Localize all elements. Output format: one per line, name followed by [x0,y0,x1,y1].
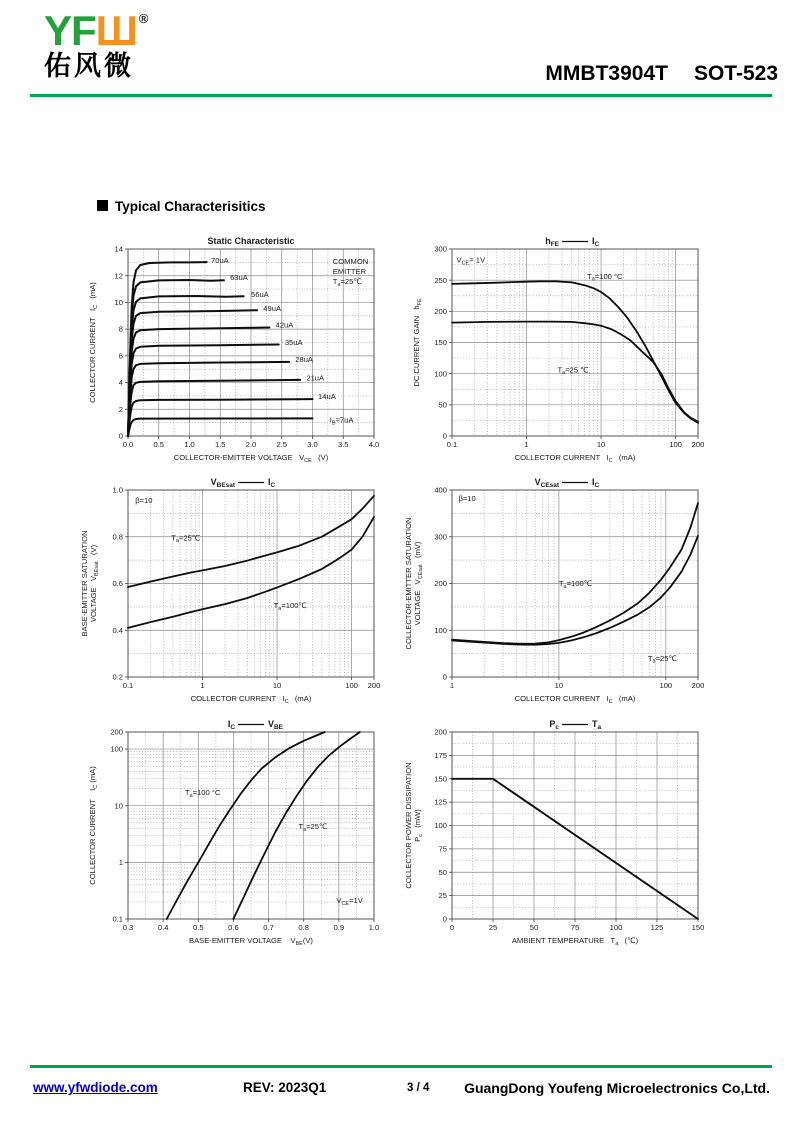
svg-text:300: 300 [434,532,447,542]
svg-text:28uA: 28uA [295,355,314,365]
svg-text:2.5: 2.5 [276,440,288,449]
svg-text:Ta=25℃: $T_a=25℃$ [332,277,362,289]
svg-text:0.6: 0.6 [228,923,239,932]
svg-text:BASE-EMITTER VOLTAGE VBE(V): BASE-EMITTER VOLTAGE $V_{BE}(V)$ [189,936,313,947]
svg-text:COLLECTOR CURRENT IC (mA): COLLECTOR CURRENT $I_C$ (mA) [190,694,312,705]
svg-text:0.9: 0.9 [333,923,345,932]
svg-text:2.0: 2.0 [245,440,257,449]
svg-text:0: 0 [442,672,447,682]
svg-text:β=10: β=10 [135,496,153,506]
svg-text:Pc: $P_c$ [549,719,559,731]
svg-text:100: 100 [659,681,673,690]
svg-text:VCE= 1V: $V_{CE}= 1V$ [456,255,486,267]
svg-text:COLLECTOR CURRENT IC (mA): COLLECTOR CURRENT $I_C$ (mA) [514,453,636,464]
svg-text:β=10: β=10 [458,493,476,503]
svg-text:Ta=25 ℃: $T_a=25$ ℃ [557,365,589,377]
svg-text:6: 6 [118,351,123,361]
svg-text:COLLECTOR CURRENT IC (mA): COLLECTOR CURRENT $I_C$ (mA) [88,282,99,403]
chart-static-characteristic-svg [80,236,410,480]
svg-text:49uA: 49uA [263,303,282,313]
svg-text:IC: $I_C$ [227,719,235,731]
svg-text:VOLTAGE VCEsat (mV): VOLTAGE $V_{CEsat}$ (mV) [413,541,424,626]
svg-text:8: 8 [118,324,123,334]
svg-text:AMBIENT TEMPERATURE Ta (℃): AMBIENT TEMPERATURE $T_a$ (℃) [511,936,639,947]
svg-text:10: 10 [272,681,282,690]
svg-text:COLLECTOR-EMITTER SATURATION: COLLECTOR-EMITTER SATURATION [404,517,413,650]
svg-text:200: 200 [434,306,447,316]
chart-vbesat-vs-ic [80,477,410,721]
svg-text:21uA: 21uA [306,373,325,383]
svg-text:Ta=25℃: $T_a=25℃$ [298,821,328,833]
svg-text:12: 12 [114,271,123,281]
svg-text:4.0: 4.0 [368,440,380,449]
svg-text:COLLECTOR CURRENT IC (mA): COLLECTOR CURRENT $I_C$ (mA) [88,766,99,885]
svg-text:56uA: 56uA [251,289,269,299]
svg-text:0.2: 0.2 [112,672,123,682]
svg-text:COLLECTOR CURRENT IC (mA): COLLECTOR CURRENT $I_C$ (mA) [514,694,636,705]
chart-pc-vs-ta [404,719,734,963]
svg-text:Static Characteristic: Static Characteristic [207,236,295,246]
svg-text:100: 100 [345,681,358,690]
logo-shan-glyph: Ш [95,7,137,54]
section-bullet-icon [97,200,108,211]
svg-text:Ta=25℃: $T_a=25℃$ [647,653,678,665]
svg-text:0: 0 [442,431,447,441]
footer-company-name: GuangDong Youfeng Microelectronics Co,Ltd. [464,1080,770,1096]
part-number: MMBT3904T [545,62,668,85]
svg-text:1: 1 [118,857,123,867]
svg-text:100: 100 [110,744,123,754]
svg-text:0: 0 [442,914,447,924]
svg-text:10: 10 [114,298,123,308]
svg-text:70uA: 70uA [211,255,229,265]
page-title [545,62,778,86]
svg-text:0.4: 0.4 [157,923,169,932]
svg-text:VBEsat: $V_{BEsat}$ [210,477,235,489]
svg-text:1: 1 [449,681,455,690]
svg-text:1: 1 [524,440,529,449]
svg-text:DC CURRENT GAIN hFE: DC CURRENT GAIN $h_{FE}$ [412,298,423,387]
svg-text:BASE-EMITTER SATURATION: BASE-EMITTER SATURATION [80,530,89,637]
svg-text:Ta=100 °C: $T_a=100$ °C [184,788,221,799]
svg-text:0.0: 0.0 [122,440,134,449]
svg-text:0.6: 0.6 [112,579,123,589]
svg-text:Ta=100 °C: $T_a=100$ °C [587,271,623,283]
svg-text:50: 50 [438,867,447,877]
svg-text:200: 200 [434,727,447,737]
svg-text:Ta=25℃: $T_a=25℃$ [171,533,201,545]
svg-text:10: 10 [114,801,123,811]
svg-text:100: 100 [434,821,447,831]
logo-yf-text: YF [44,7,96,54]
svg-text:0.5: 0.5 [193,923,204,932]
package-name: SOT-523 [693,62,778,85]
svg-text:0: 0 [118,431,123,441]
svg-text:63uA: 63uA [230,273,248,283]
svg-text:150: 150 [434,338,447,348]
svg-text:0.1: 0.1 [122,681,134,690]
svg-text:125: 125 [434,797,447,807]
svg-text:COMMON: COMMON [332,257,369,267]
svg-text:1: 1 [200,681,205,690]
registered-mark-icon: ® [138,11,149,26]
svg-text:200: 200 [367,681,381,690]
svg-text:150: 150 [434,774,447,784]
svg-text:14: 14 [114,244,123,254]
svg-text:IC: $I_C$ [592,477,600,489]
svg-text:250: 250 [434,275,447,285]
svg-text:0.7: 0.7 [263,923,274,932]
footer-revision: REV: 2023Q1 [243,1080,327,1095]
svg-text:200: 200 [691,681,705,690]
svg-text:COLLECTOR-EMITTER VOLTAGE VC: COLLECTOR-EMITTER VOLTAGE $V_{CE}$ (V) [173,453,329,464]
svg-text:100: 100 [609,923,623,932]
svg-text:200: 200 [691,440,705,449]
chart-vcesat-vs-ic [404,477,734,721]
svg-text:100: 100 [434,625,447,635]
svg-text:14uA: 14uA [318,392,336,402]
svg-text:25: 25 [438,891,447,901]
svg-text:50: 50 [529,923,539,932]
svg-text:75: 75 [570,923,580,932]
svg-text:50: 50 [438,400,447,410]
svg-text:IC: $I_C$ [592,236,600,248]
svg-text:100: 100 [669,440,682,449]
svg-text:1.0: 1.0 [112,485,123,495]
chart-pc-vs-ta-svg [404,719,734,963]
chart-ic-vs-vbe-svg [80,719,410,963]
svg-text:0.8: 0.8 [112,532,123,542]
svg-text:COLLECTOR POWER DISSIPATION: COLLECTOR POWER DISSIPATION [404,762,413,889]
svg-text:1.0: 1.0 [368,923,380,932]
header-divider [30,94,772,97]
svg-text:Ta=100℃: $T_a=100℃$ [558,579,593,590]
svg-text:0.1: 0.1 [446,440,458,449]
svg-text:175: 175 [434,750,447,760]
svg-text:VCE=1V: $V_{CE}=1V$ [336,896,363,908]
svg-text:Ta=100℃: $T_a=100℃$ [273,601,307,613]
svg-text:EMITTER: EMITTER [332,267,367,277]
svg-text:42uA: 42uA [275,320,294,330]
chart-hfe-vs-ic-svg [404,236,734,480]
svg-text:IC: $I_C$ [268,477,276,489]
svg-text:0: 0 [449,923,455,932]
chart-hfe-vs-ic [404,236,734,480]
svg-text:0.1: 0.1 [112,914,123,924]
svg-text:35uA: 35uA [284,338,303,347]
svg-text:hFE: $h_{FE}$ [545,236,559,248]
svg-text:200: 200 [434,579,447,589]
svg-text:VOLTAGE VBEsat (V): VOLTAGE $V_{BEsat}$ (V) [89,544,100,623]
chart-vcesat-vs-ic-svg [404,477,734,721]
svg-text:200: 200 [110,727,123,737]
chart-ic-vs-vbe [80,719,410,963]
svg-text:300: 300 [434,244,447,254]
chart-vbesat-vs-ic-svg [80,477,410,721]
svg-text:4: 4 [118,378,123,388]
svg-text:2: 2 [118,404,123,414]
svg-text:150: 150 [691,923,705,932]
svg-text:0.5: 0.5 [153,440,165,449]
svg-text:3.5: 3.5 [337,440,349,449]
svg-text:400: 400 [434,485,447,495]
section-title [97,199,266,214]
footer-website-link[interactable]: www.yfwdiode.com [33,1080,158,1095]
svg-text:Ta: $T_a$ [592,719,602,731]
svg-text:1.0: 1.0 [184,440,195,449]
chart-static-characteristic [80,236,410,480]
svg-text:75: 75 [438,844,447,854]
svg-text:10: 10 [554,681,564,690]
svg-text:0.3: 0.3 [122,923,134,932]
logo-chinese-text: 佑风微 [44,51,134,81]
svg-text:25: 25 [488,923,498,932]
footer-divider [30,1065,772,1068]
footer-page-number: 3 / 4 [407,1082,430,1094]
svg-text:125: 125 [650,923,664,932]
svg-text:Pc (mW): $P_c$ (mW) [413,809,424,842]
svg-text:IB=7uA: $I_B=7uA$ [329,415,354,427]
svg-text:10: 10 [596,440,606,449]
svg-text:VCEsat: $V_{CEsat}$ [534,477,559,489]
svg-text:0.8: 0.8 [298,923,309,932]
company-logo [44,7,149,81]
svg-text:VBE: $V_{BE}$ [268,719,284,731]
svg-text:0.4: 0.4 [112,625,123,635]
svg-text:1.5: 1.5 [214,440,226,449]
svg-text:100: 100 [434,369,447,379]
svg-text:3.0: 3.0 [307,440,318,449]
section-title-text: Typical Characterisitics [115,199,266,214]
